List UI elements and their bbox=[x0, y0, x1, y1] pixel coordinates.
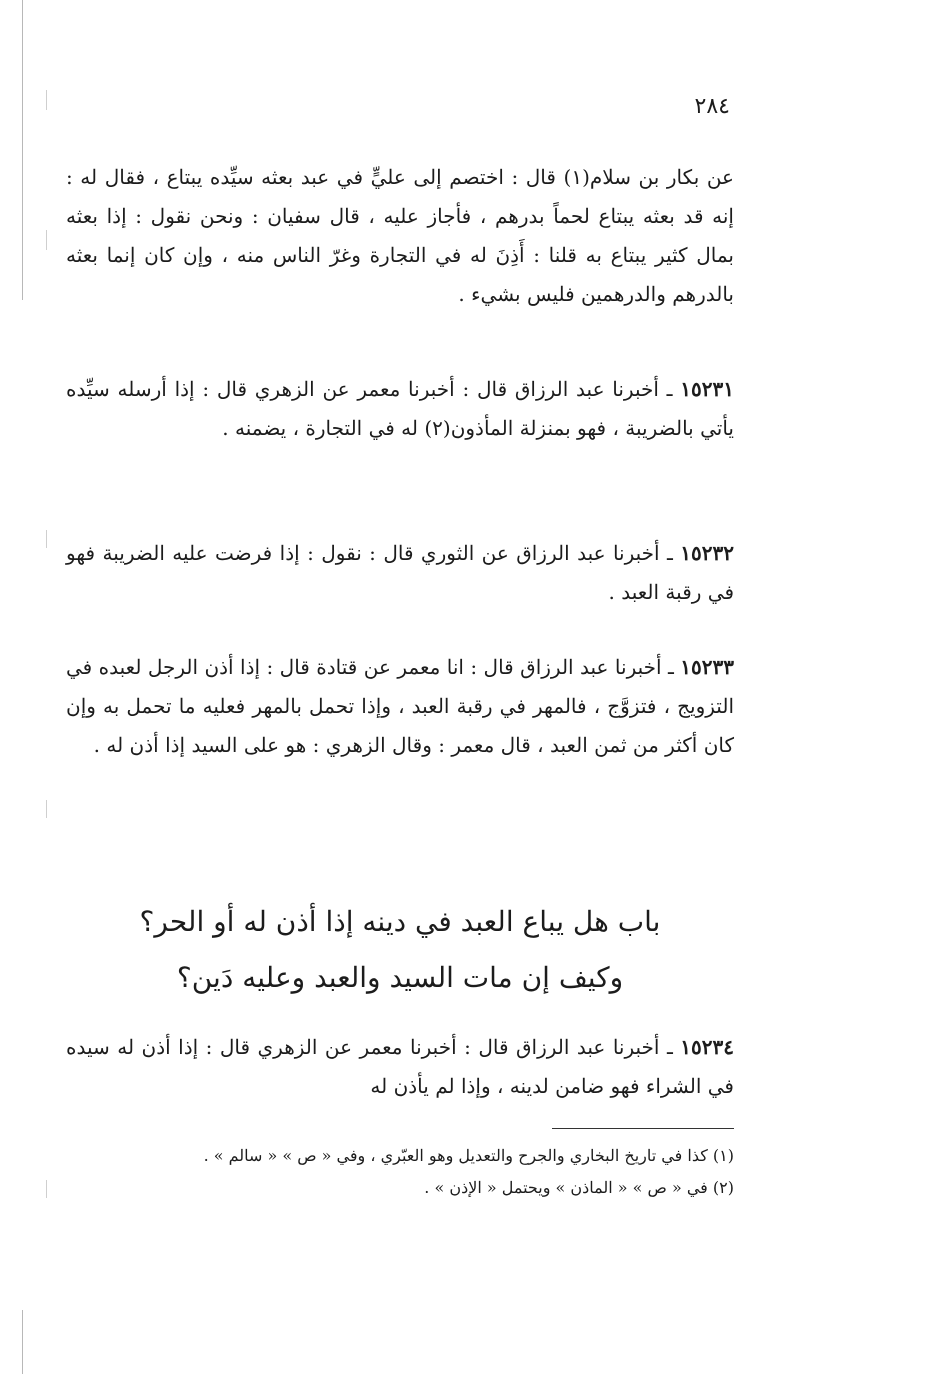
paragraph-text: ـ أخبرنا عبد الرزاق قال : أخبرنا معمر عن الزهري قال : إذا أرسله سيِّده يأتي بالضريبة ، فهو بمنزلة المأذون(٢) له في التجارة ، يضمنه . bbox=[66, 377, 734, 440]
paragraph-15233 bbox=[66, 648, 734, 765]
entry-number: ١٥٢٣١ bbox=[680, 377, 734, 401]
entry-number: ١٥٢٣٢ bbox=[680, 541, 734, 565]
chapter-heading-line-1: باب هل يباع العبد في دينه إذا أذن له أو الحر؟ bbox=[139, 905, 661, 938]
footnote-divider bbox=[552, 1128, 734, 1129]
paragraph-15231 bbox=[66, 370, 734, 448]
page-number: ٢٨٤ bbox=[694, 94, 730, 119]
scan-edge-line bbox=[22, 0, 23, 300]
paragraph-bakkar bbox=[66, 158, 734, 314]
scan-edge-mark bbox=[46, 530, 47, 548]
scan-edge-mark bbox=[46, 230, 47, 250]
paragraph-text: عن بكار بن سلام(١) قال : اختصم إلى عليٍّ في عبد بعثه سيِّده يبتاع ، فقال له : إنه قد بعثه يبتاع لحماً بدرهم ، فأجاز عليه ، قال سفيان : ونحن نقول : إذا بعثه بمال كثير يبتاع به قلنا : أَذِنَ له في التجارة وغرّ الناس منه ، وإن كان إنما بعثه بالدرهم والدرهمين فليس بشيء . bbox=[66, 165, 734, 306]
paragraph-15234 bbox=[66, 1028, 734, 1106]
footnotes bbox=[203, 1140, 734, 1204]
footnote-2: (٢) في « ص » « الماذن » ويحتمل « الإذن » . bbox=[424, 1178, 734, 1197]
scan-edge-mark bbox=[46, 90, 47, 110]
paragraph-15232 bbox=[66, 534, 734, 612]
scan-edge-mark bbox=[46, 1180, 47, 1198]
paragraph-text: ـ أخبرنا عبد الرزاق قال : انا معمر عن قتادة قال : إذا أذن الرجل لعبده في التزويج ، فتزوَّج ، فالمهر في رقبة العبد ، وإذا تحمل بالمهر فعليه ما تحمل به وإن كان أكثر من ثمن العبد ، قال معمر : وقال الزهري : هو على السيد إذا أذن له . bbox=[66, 655, 734, 757]
entry-number: ١٥٢٣٣ bbox=[680, 655, 734, 679]
scan-edge-mark bbox=[46, 800, 47, 818]
paragraph-text: ـ أخبرنا عبد الرزاق قال : أخبرنا معمر عن الزهري قال : إذا أذن له سيده في الشراء فهو ضامن لدينه ، وإذا لم يأذن له bbox=[66, 1035, 734, 1098]
footnote-1: (١) كذا في تاريخ البخاري والجرح والتعديل وهو العبّري ، وفي « ص » « سالم » . bbox=[203, 1146, 734, 1165]
paragraph-text: ـ أخبرنا عبد الرزاق عن الثوري قال : نقول : إذا فرضت عليه الضريبة فهو في رقبة العبد . bbox=[66, 541, 734, 604]
scan-edge-line bbox=[22, 1310, 23, 1374]
chapter-heading-line-2: وكيف إن مات السيد والعبد وعليه دَين؟ bbox=[176, 961, 624, 994]
entry-number: ١٥٢٣٤ bbox=[680, 1035, 734, 1059]
